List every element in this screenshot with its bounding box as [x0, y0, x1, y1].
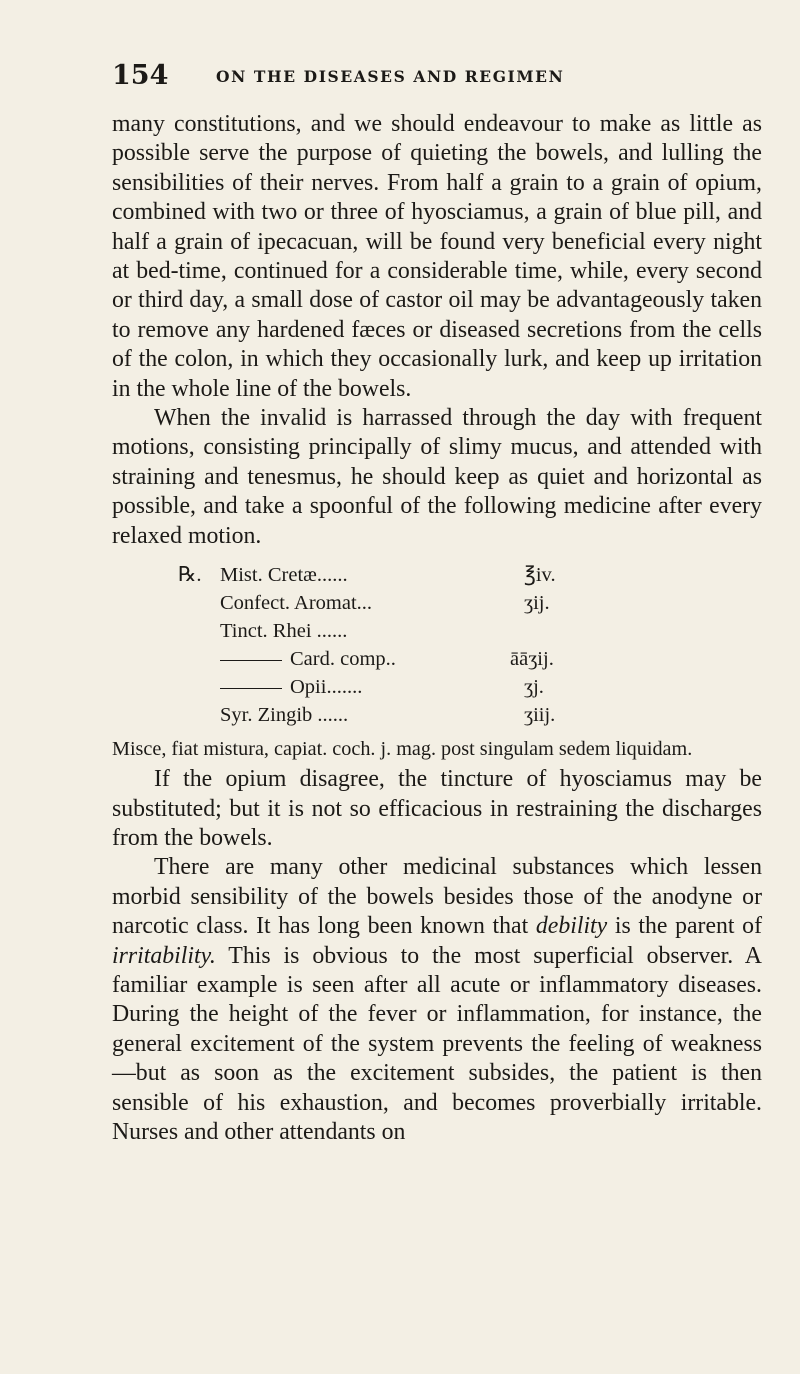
paragraph-invalid-motions: When the invalid is harrassed through the day with frequent motions, consisting principally of slimy mucus, and attended with straining and tenesmus, he should keep as quiet and horizontal as possible, and take a spoonful of the following medicine after every relaxed motion.	[112, 405, 762, 549]
prescription	[112, 561, 762, 729]
body-text	[112, 110, 762, 1147]
prescription-line	[112, 701, 762, 729]
paragraph-opium-substitute: If the opium disagree, the tincture of hyosciamus may be substituted; but it is not so efficacious in restraining the discharges from the bowels.	[112, 766, 762, 851]
ingredient-quantity: āāʒij.	[510, 648, 554, 671]
paragraph-text: There are many other medicinal substances which lessen morbid sensibility of the bowels besides those of the anodyne or narcotic class. It has long been known that	[112, 854, 762, 940]
prescription-directions: Misce, fiat mistura, capiat. coch. j. mag. post singulam sedem liquidam.	[112, 738, 693, 761]
prescription-line	[112, 561, 762, 589]
prescription-line	[112, 589, 762, 617]
ingredient-quantity: ℥iv.	[524, 564, 556, 587]
prescription-line	[112, 645, 762, 673]
emphasis-irritability: irritability.	[112, 942, 216, 969]
ingredient-name: Mist. Cretæ......	[220, 564, 348, 587]
emphasis-debility: debility	[535, 913, 608, 940]
paragraph-continuation: many constitutions, and we should endeavour to make as little as possible serve the purpose of quieting the bowels, and lulling the sensibilities of their nerves. From half a grain to a grain of opium, combined with two or three of hyosciamus, a grain of blue pill, and half a grain of ipecacuan, will be found very beneficial every night at bed-time, continued for a considerable time, while, every second or third day, a small dose of castor oil may be advantageously taken to remove any hardened fæces or diseased secretions from the cells of the colon, in which they occasionally lurk, and keep up irritation in the whole line of the bowels.	[112, 111, 762, 402]
ingredient-name: Card. comp..	[290, 648, 396, 671]
prescription-line	[112, 673, 762, 701]
paragraph-text: is the parent of	[607, 913, 762, 940]
ingredient-name: Confect. Aromat...	[220, 592, 373, 615]
ditto-dash	[220, 660, 282, 661]
recipe-symbol: ℞.	[178, 564, 202, 587]
ingredient-quantity: ʒij.	[524, 592, 550, 615]
running-head	[112, 60, 752, 100]
paragraph-text: This is obvious to the most superficial observer. A familiar example is seen after all acute or inflammatory diseases. During the height of the fever or inflammation, for instance, the general excitement of the system prevents the feeling of weakness—but as soon as the excitement subsides, the patient is then sensible of his exhaustion, and becomes proverbially irritable. Nurses and other attendants on	[112, 942, 762, 1145]
prescription-line	[112, 617, 762, 645]
ingredient-quantity: ʒj.	[524, 676, 544, 699]
ingredient-name: Opii.......	[290, 676, 363, 699]
ingredient-name: Syr. Zingib ......	[220, 704, 349, 727]
paragraph-debility	[112, 853, 762, 1147]
running-title: ON THE DISEASES AND REGIMEN	[216, 67, 565, 86]
ingredient-name: Tinct. Rhei ......	[220, 620, 348, 643]
ingredient-quantity: ʒiij.	[524, 704, 556, 727]
ditto-dash	[220, 688, 282, 689]
page-number: 154	[112, 60, 169, 91]
